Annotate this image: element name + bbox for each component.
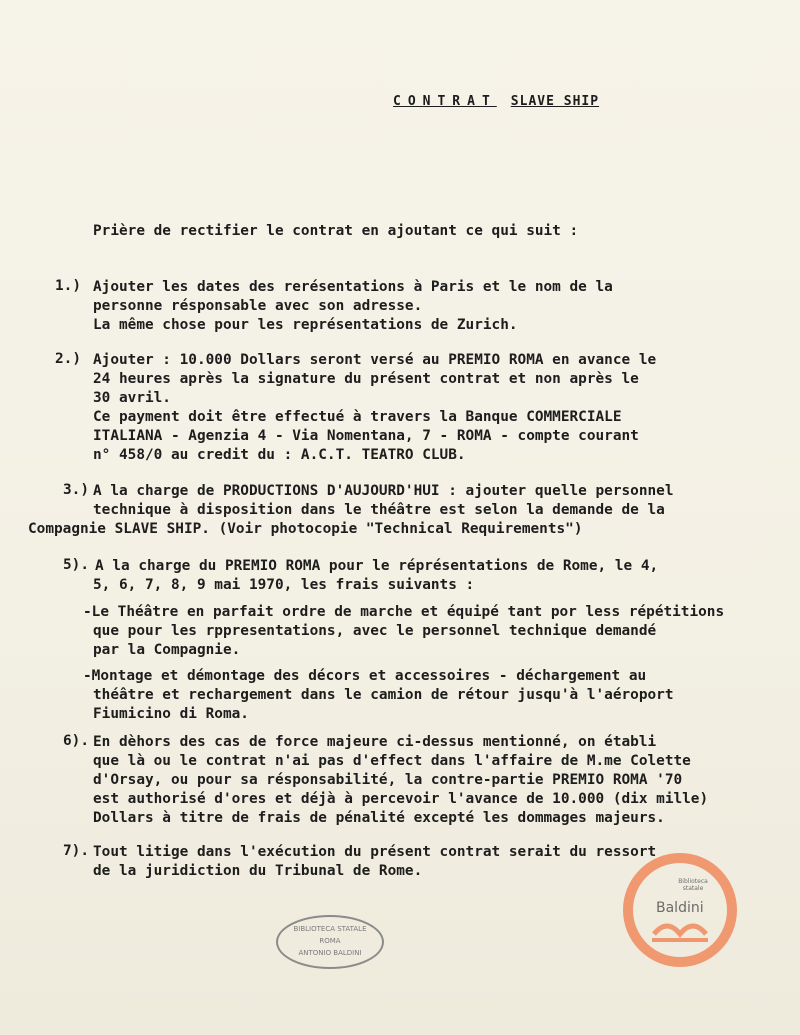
- logo-caption: Biblioteca statale: [678, 878, 708, 892]
- item-line: 5, 6, 7, 8, 9 mai 1970, les frais suivants :: [93, 577, 475, 593]
- stamp-line: ANTONIO BALDINI: [298, 949, 362, 957]
- intro-text: Prière de rectifier le contrat en ajoutant ce qui suit :: [93, 223, 579, 239]
- item-number: 3.): [63, 482, 89, 498]
- item-line: En dèhors des cas de force majeure ci-dessus mentionné, on établi: [93, 734, 657, 750]
- item-number: 7).: [63, 843, 89, 859]
- item-line: Ajouter les dates des rerésentations à Paris et le nom de la: [93, 279, 613, 295]
- title-show: SLAVE SHIP: [510, 94, 600, 109]
- item-line: que là ou le contrat n'ai pas d'effect dans l'affaire de M.me Colette: [93, 753, 691, 769]
- stamp-line: BIBLIOTECA STATALE: [293, 925, 367, 933]
- item-line: La même chose pour les représentations de Zurich.: [93, 317, 518, 333]
- item-line: n° 458/0 au credit du : A.C.T. TEATRO CLUB.: [93, 447, 466, 463]
- logo-name: Baldini: [656, 900, 704, 916]
- item-line: d'Orsay, ou pour sa résponsabilité, la contre-partie PREMIO ROMA '70: [93, 772, 683, 788]
- item-line: Ajouter : 10.000 Dollars seront versé au PREMIO ROMA en avance le: [93, 352, 657, 368]
- item-line: théâtre et rechargement dans le camion de rétour jusqu'à l'aéroport: [93, 687, 674, 703]
- stamp-line: ROMA: [319, 937, 341, 945]
- library-stamp: [276, 915, 384, 969]
- item-line: Fiumicino di Roma.: [93, 706, 249, 722]
- item-line: Dollars à titre de frais de pénalité excepté les dommages majeurs.: [93, 810, 665, 826]
- item-line: -Le Théâtre en parfait ordre de marche et équipé tant por less répétitions: [83, 604, 725, 620]
- item-line: par la Compagnie.: [93, 642, 241, 658]
- item-line: est authorisé d'ores et déjà à percevoir l'avance de 10.000 (dix mille): [93, 791, 709, 807]
- item-number: 2.): [55, 351, 81, 367]
- item-line: 24 heures après la signature du présent contrat et non après le: [93, 371, 639, 387]
- item-line: Compagnie SLAVE SHIP. (Voir photocopie "Technical Requirements"): [28, 521, 583, 537]
- item-line: -Montage et démontage des décors et accessoires - déchargement au: [83, 668, 647, 684]
- item-number: 1.): [55, 278, 81, 294]
- item-line: A la charge du PREMIO ROMA pour le réprésentations de Rome, le 4,: [95, 558, 659, 574]
- item-line: personne résponsable avec son adresse.: [93, 298, 423, 314]
- item-line: technique à disposition dans le théâtre est selon la demande de la: [93, 502, 665, 518]
- document-title: [393, 94, 599, 109]
- item-line: ITALIANA - Agenzia 4 - Via Nomentana, 7 - ROMA - compte courant: [93, 428, 639, 444]
- item-line: que pour les rppresentations, avec le personnel technique demandé: [93, 623, 657, 639]
- item-line: A la charge de PRODUCTIONS D'AUJOURD'HUI : ajouter quelle personnel: [93, 483, 674, 499]
- item-line: de la juridiction du Tribunal de Rome.: [93, 863, 423, 879]
- item-number: 6).: [63, 733, 89, 749]
- item-number: 5).: [63, 557, 89, 573]
- title-contrat: CONTRAT: [393, 94, 497, 109]
- item-line: Tout litige dans l'exécution du présent contrat serait du ressort: [93, 844, 657, 860]
- item-line: 30 avril.: [93, 390, 171, 406]
- item-line: Ce payment doit être effectué à travers la Banque COMMERCIALE: [93, 409, 622, 425]
